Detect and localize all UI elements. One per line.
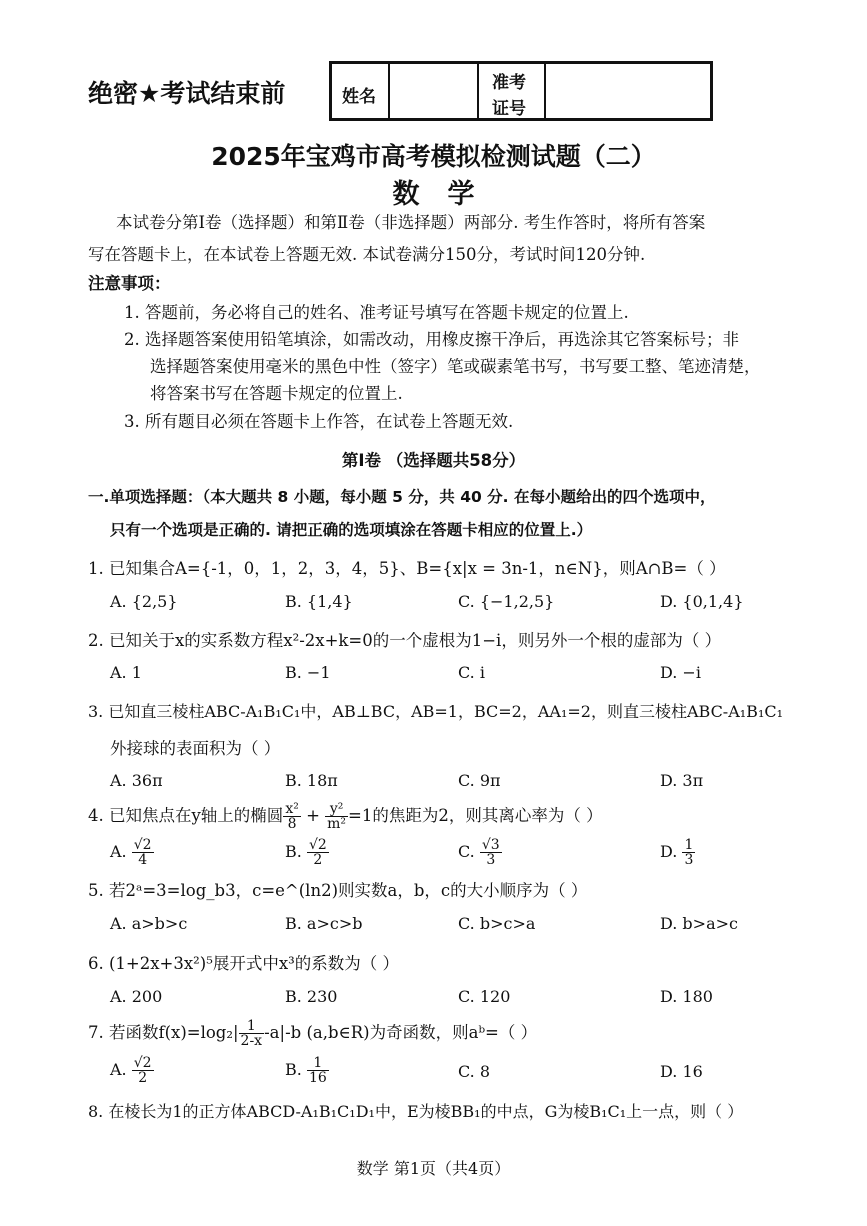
q4-option-b-num: √2 [308,837,327,853]
q4-frac-x-num: x² [285,801,299,817]
q1-option-c: C. {−1,2,5} [458,592,555,611]
q7-option-a-num: √2 [133,1055,152,1071]
q5-option-d: D. b>a>c [660,914,738,933]
q7-option-b-letter: B. [285,1060,302,1079]
q7-option-c [458,1062,490,1081]
subject-title: 数学 [392,179,503,210]
q7-frac [239,1019,265,1048]
question-7-stem [88,1014,537,1052]
question-3-stem-line-2: 外接球的表面积为（ ） [110,739,281,758]
exam-id-label-2: 证号 [492,99,526,119]
q5-option-c: C. b>c>a [458,914,536,933]
q4-option-c [458,834,502,870]
q4-option-d-num: 1 [684,837,694,853]
q4-plus: + [306,806,320,825]
q7-option-a [110,1052,154,1088]
q7-stem-part-b: -a|-b (a,b∈R)为奇函数，则aᵇ=（ ） [264,1023,538,1042]
q3-option-a: A. 36π [110,771,163,790]
notice-item-2-cont: 选择题答案使用毫米的黑色中性（签字）笔或碳素笔书写，书写要工整、笔迹清楚， [150,357,761,376]
q4-frac-y-den: m² [327,816,347,832]
q6-option-c: C. 120 [458,987,511,1006]
name-label: 姓名 [342,87,376,107]
q4-option-b-letter: B. [285,842,302,861]
q4-option-c-den: 3 [486,852,496,868]
q4-option-c-letter: C. [458,842,475,861]
q4-option-b-den: 2 [313,852,323,868]
q7-option-d [660,1062,703,1081]
notice-heading: 注意事项： [88,274,171,293]
candidate-info-box [329,61,713,121]
q5-option-a: A. a>b>c [110,914,188,933]
q4-option-a-letter: A. [110,842,127,861]
notice-item-2: 2. 选择题答案使用铅笔填涂，如需改动，用橡皮擦干净后，再选涂其它答案标号；非 [124,330,739,349]
section-instructions-1: 一.单项选择题：（本大题共 8 小题，每小题 5 分，共 40 分. 在每小题给出的四个选项中， [88,488,716,506]
exam-title: 2025年宝鸡市高考模拟检测试题（二） [211,142,656,171]
q7-option-c-letter: C. [458,1062,475,1081]
q7-option-d-letter: D. [660,1062,678,1081]
section-instructions-2: 只有一个选项是正确的. 请把正确的选项填涂在答题卡相应的位置上.） [110,521,593,539]
name-label-cell [332,64,390,118]
question-5-stem: 5. 若2ᵃ=3=log_b3，c=e^(ln2)则实数a，b，c的大小顺序为（ ） [88,881,588,900]
q7-option-d-text: 16 [682,1062,703,1081]
q4-option-d-den: 3 [684,852,694,868]
question-4-stem [88,797,603,835]
exam-id-label-1: 准考 [492,73,526,93]
q2-option-d: D. −i [660,663,701,682]
q7-option-a-letter: A. [110,1060,127,1079]
q4-frac-x [283,802,301,831]
question-1-stem: 1. 已知集合A={-1，0，1，2，3，4，5}、B={x|x = 3n-1，n∈N}，则A∩B=（ ） [88,559,726,578]
q7-frac-den: 2-x [240,1033,263,1049]
q7-stem-part-a: 7. 若函数f(x)=log₂| [88,1023,239,1042]
intro-line-1: 本试卷分第Ⅰ卷（选择题）和第Ⅱ卷（非选择题）两部分. 考生作答时，将所有答案 [116,213,706,232]
q4-frac-x-den: 8 [287,816,297,832]
q4-option-a-den: 4 [138,852,148,868]
q1-option-b: B. {1,4} [285,592,353,611]
intro-line-2: 写在答题卡上，在本试卷上答题无效. 本试卷满分150分，考试时间120分钟. [88,245,646,264]
q4-frac-y-num: y² [325,802,348,817]
q6-option-b: B. 230 [285,987,338,1006]
notice-item-3: 3. 所有题目必须在答题卡上作答，在试卷上答题无效. [124,412,514,431]
q7-option-c-text: 8 [479,1062,491,1081]
question-6-stem: 6. (1+2x+3x²)⁵展开式中x³的系数为（ ） [88,954,400,973]
q5-option-b: B. a>c>b [285,914,363,933]
q4-option-a-num: √2 [133,837,152,853]
q7-frac-num: 1 [239,1019,265,1034]
q7-option-b-num: 1 [307,1056,329,1071]
page-footer: 数学 第1页（共4页） [356,1159,511,1178]
q2-option-c: C. i [458,663,485,682]
q4-frac-y [325,802,348,831]
notice-item-1: 1. 答题前，务必将自己的姓名、准考证号填写在答题卡规定的位置上. [124,303,629,322]
question-8-stem: 8. 在棱长为1的正方体ABCD-A₁B₁C₁D₁中，E为棱BB₁的中点，G为棱B₁C₁上一点，则（ ） [88,1102,744,1121]
q1-option-a: A. {2,5} [110,592,178,611]
part1-heading: 第Ⅰ卷 （选择题共58分） [341,451,526,470]
q4-option-d-letter: D. [660,842,678,861]
q2-option-b: B. −1 [285,663,331,682]
exam-id-label-cell [479,64,546,118]
q3-option-b: B. 18π [285,771,338,790]
q6-option-a: A. 200 [110,987,163,1006]
q7-option-b-den: 16 [308,1070,327,1086]
q4-stem-part-a: 4. 已知焦点在y轴上的椭圆 [88,806,284,825]
q4-option-d [660,834,695,870]
q4-option-b [285,834,329,870]
q6-option-d: D. 180 [660,987,713,1006]
q4-option-c-num: √3 [481,837,500,853]
name-field[interactable] [390,64,479,118]
question-3-stem-line-1: 3. 已知直三棱柱ABC-A₁B₁C₁中，AB⊥BC，AB=1，BC=2，AA₁=2，则直三棱柱ABC-A₁B₁C₁ [88,702,784,721]
q4-option-a [110,834,154,870]
confidential-label: 绝密★考试结束前 [88,79,286,108]
exam-id-field[interactable] [546,64,710,118]
q4-stem-part-b: =1的焦距为2，则其离心率为（ ） [348,806,603,825]
q7-option-b [285,1052,329,1088]
notice-item-2-cont-2: 将答案书写在答题卡规定的位置上. [150,384,403,403]
q3-option-d: D. 3π [660,771,704,790]
q3-option-c: C. 9π [458,771,501,790]
q2-option-a: A. 1 [110,663,142,682]
q1-option-d: D. {0,1,4} [660,592,744,611]
q7-option-a-den: 2 [138,1070,148,1086]
question-2-stem: 2. 已知关于x的实系数方程x²-2x+k=0的一个虚根为1−i，则另外一个根的虚部为（ ） [88,631,722,650]
